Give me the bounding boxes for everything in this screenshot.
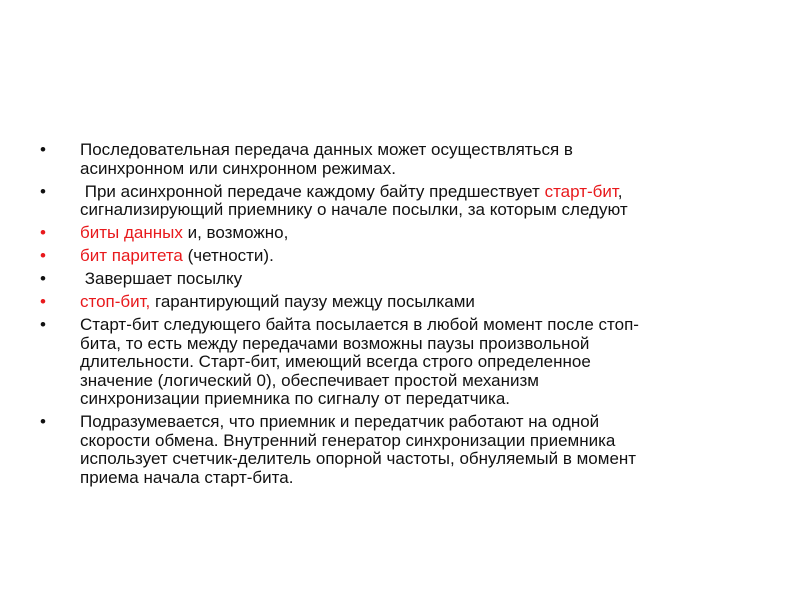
bullet-text: приема начала старт-бита.	[80, 467, 294, 487]
bullet-list	[40, 141, 760, 492]
bullet-text: значение (логический 0), обеспечивает простой механизм	[80, 370, 539, 390]
bullet-text: асинхронном или синхронном режимах.	[80, 158, 396, 178]
highlighted-term: стоп-бит,	[80, 292, 151, 311]
bullet-text: использует счетчик-делитель опорной частоты, обнуляемый в момент	[80, 449, 637, 468]
bullet-text: бита, то есть между передачами возможны паузы произвольной	[80, 333, 590, 353]
bullet-item	[40, 293, 760, 312]
highlighted-term: бит паритета	[80, 246, 183, 265]
bullet-item	[40, 270, 760, 289]
highlighted-term: биты данных	[80, 223, 183, 242]
bullet-text: сигнализирующий приемнику о начале посылки, за которым следуют	[80, 200, 628, 219]
bullet-marker: •	[40, 223, 46, 242]
bullet-text: синхронизации приемника по сигналу от передатчика.	[80, 389, 511, 408]
bullet-item	[40, 247, 760, 266]
bullet-text: При асинхронной передаче каждому байту предшествует	[80, 181, 545, 201]
bullet-marker: •	[40, 315, 46, 334]
bullet-text: Подразумевается, что приемник и передатчик работают на одной	[80, 412, 600, 431]
bullet-text: (четности).	[182, 246, 274, 265]
bullet-text: ,	[617, 181, 623, 201]
bullet-item	[40, 141, 760, 178]
bullet-text: Завершает посылку	[80, 269, 243, 288]
bullet-item	[40, 183, 760, 220]
bullet-text: Последовательная передача данных может осуществляться в	[80, 140, 573, 159]
bullet-marker: •	[40, 140, 46, 159]
bullet-marker: •	[40, 246, 46, 265]
bullet-text: гарантирующий паузу межцу посылками	[150, 292, 475, 311]
bullet-marker: •	[40, 412, 46, 431]
bullet-text: и, возможно,	[182, 223, 289, 242]
bullet-item	[40, 316, 760, 409]
bullet-marker: •	[40, 181, 46, 201]
bullet-text: длительности. Старт-бит, имеющий всегда строго определенное	[80, 352, 591, 371]
bullet-marker: •	[40, 292, 46, 311]
bullet-item	[40, 413, 760, 487]
bullet-item	[40, 224, 760, 243]
bullet-marker: •	[40, 269, 46, 288]
bullet-text: Старт-бит следующего байта посылается в любой момент после стоп-	[80, 315, 639, 334]
bullet-text: скорости обмена. Внутренний генератор синхронизации приемника	[80, 430, 616, 450]
highlighted-term: старт-бит	[544, 181, 618, 201]
